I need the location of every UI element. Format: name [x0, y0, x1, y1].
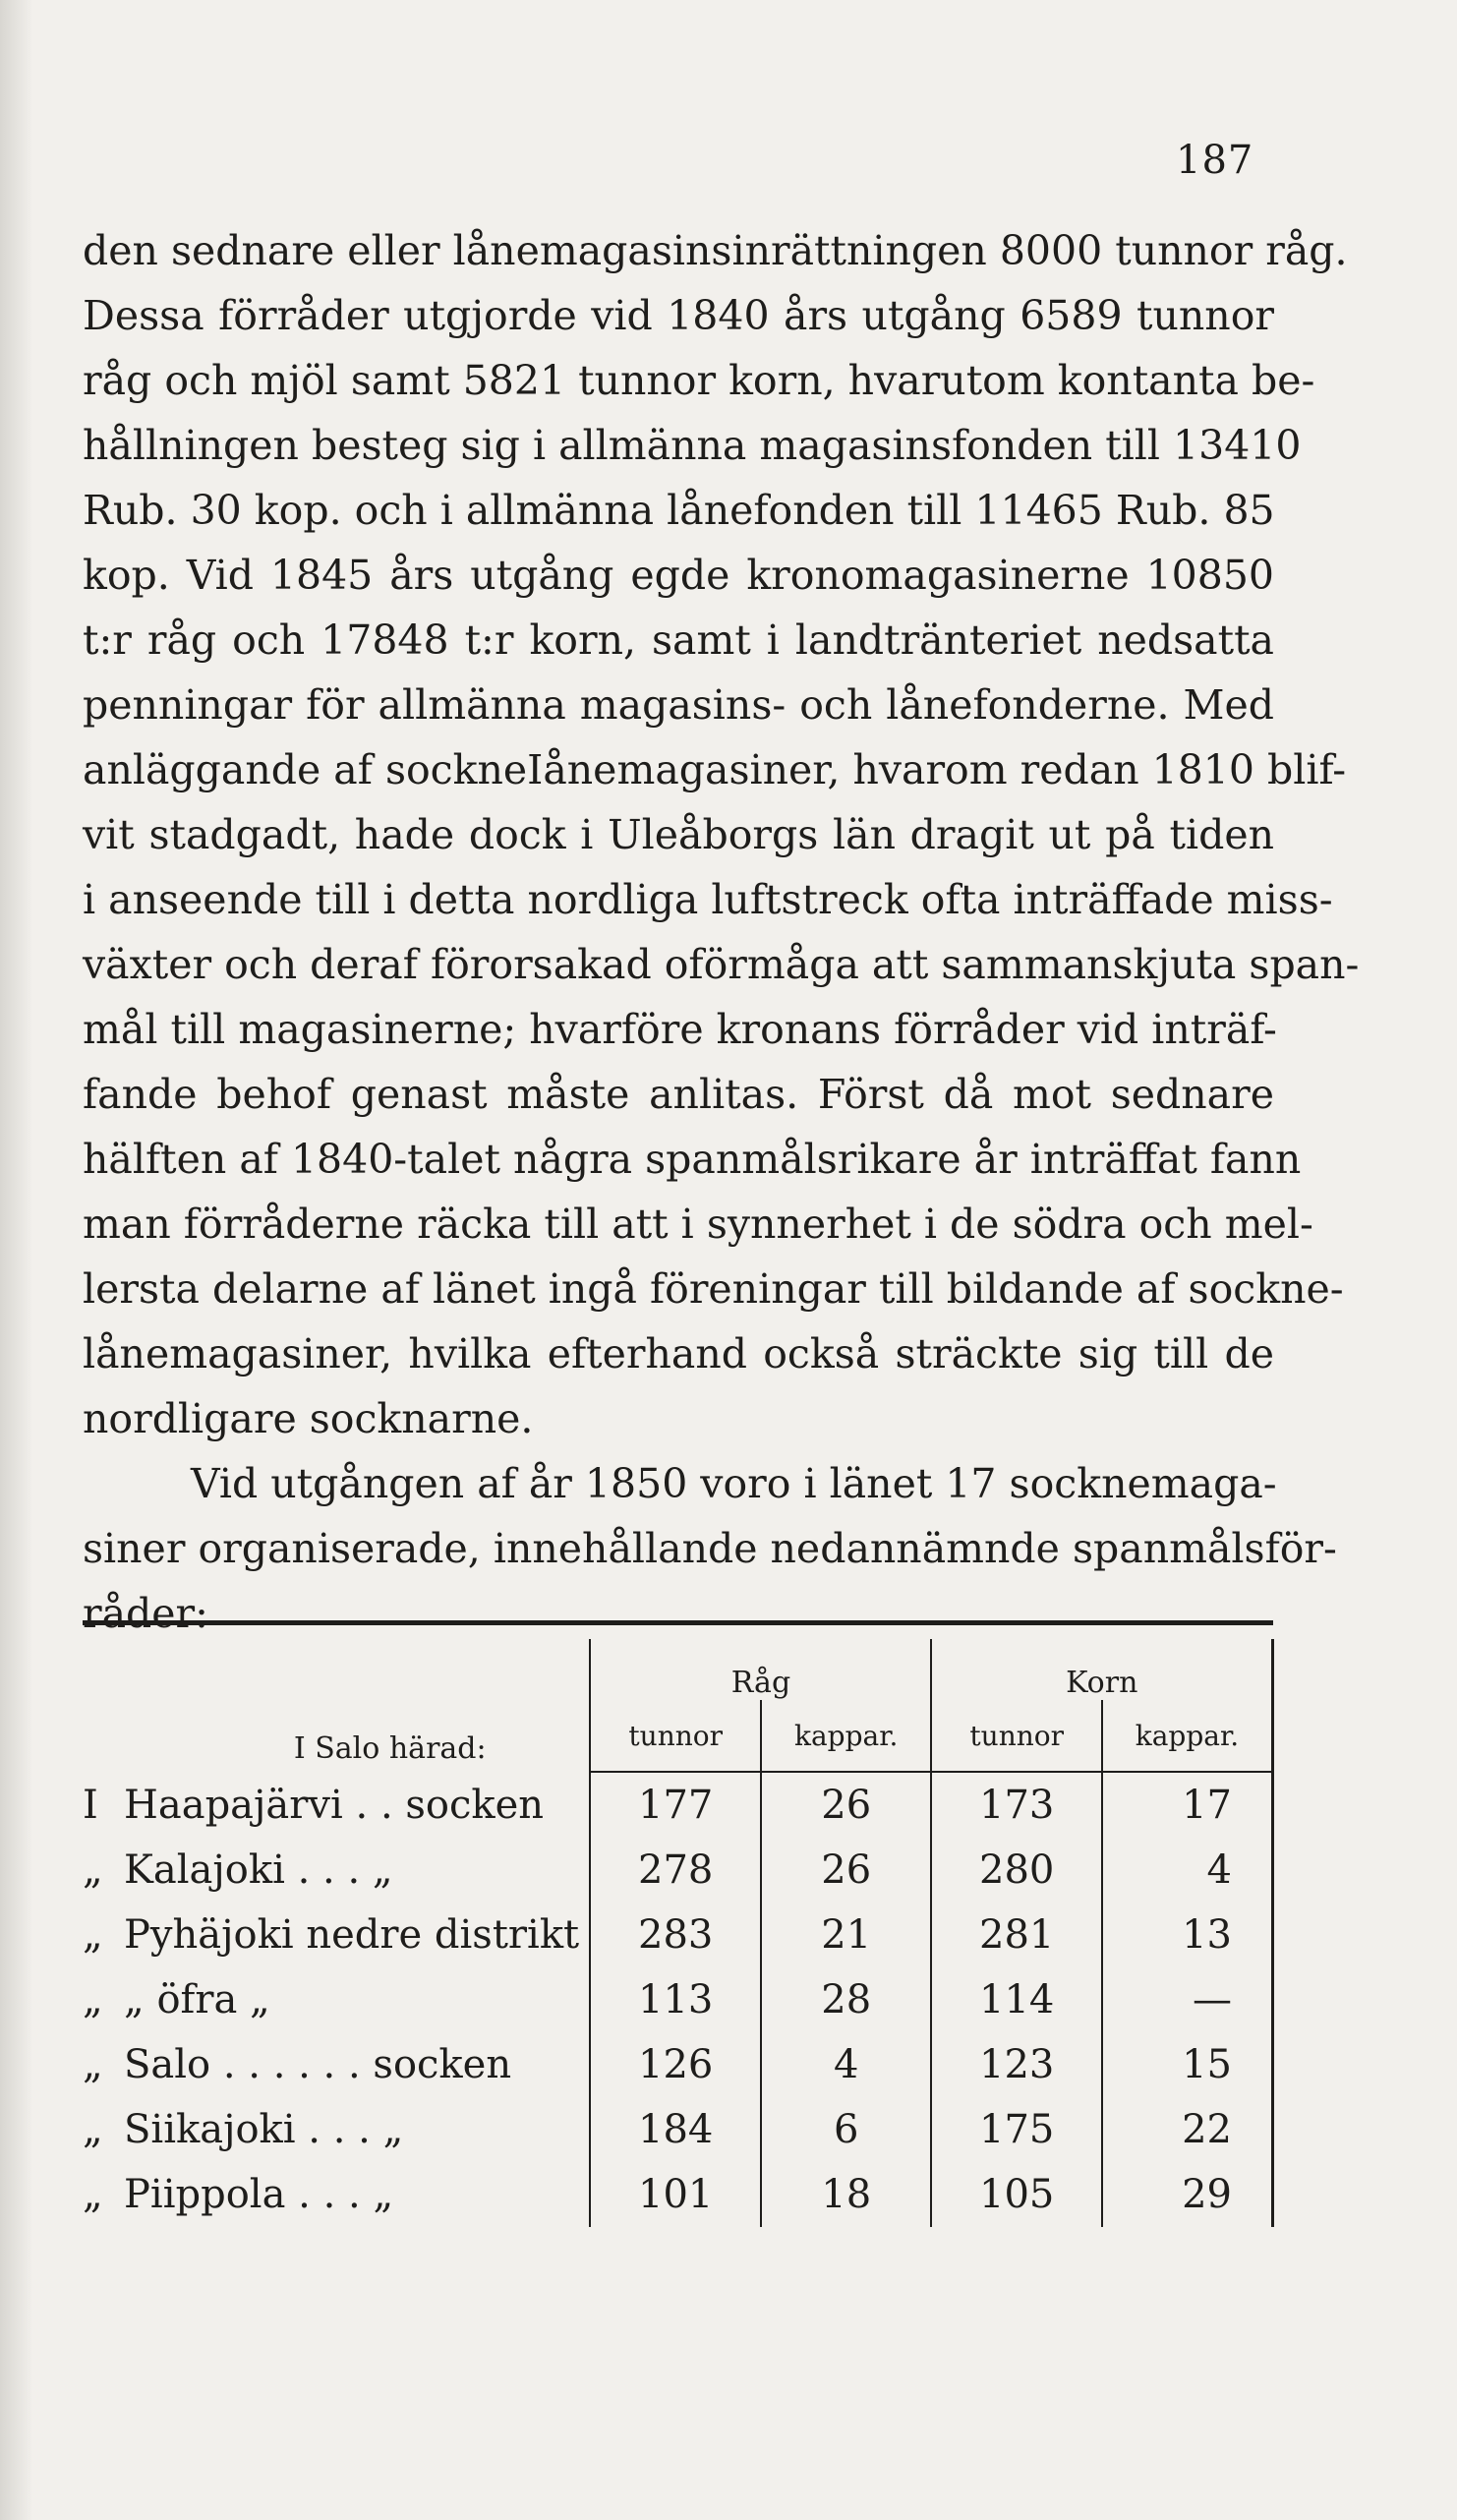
text-line: i anseende till i detta nordliga luftstreck ofta inträffade miss-	[83, 876, 1333, 923]
parish-name: „ öfra „	[124, 1977, 270, 2022]
korn-tunnor-cell: 175	[931, 2097, 1102, 2162]
parish-name: Haapajärvi . . socken	[124, 1782, 545, 1828]
text-line: lånemagasiner, hvilka efterhand också sträckte sig till de	[83, 1330, 1274, 1377]
text-line: hållningen besteg sig i allmänna magasinsfonden till 13410	[83, 422, 1302, 469]
table-row	[83, 2162, 1273, 2227]
table-row	[83, 1967, 1273, 2032]
korn-kappar-cell: 29	[1102, 2162, 1273, 2227]
rag-kappar-header: kappar.	[761, 1700, 932, 1772]
text-line: lersta delarne af länet ingå föreningar till bildande af sockne-	[83, 1265, 1344, 1313]
text-line: vit stadgadt, hade dock i Uleåborgs län dragit ut på tiden	[83, 811, 1274, 858]
korn-kappar-cell: 15	[1102, 2032, 1273, 2097]
text-line: siner organiserade, innehållande nedannämnde spanmålsför-	[83, 1525, 1337, 1572]
korn-kappar-cell: 4	[1102, 1838, 1273, 1903]
text-line: Dessa förråder utgjorde vid 1840 års utgång 6589 tunnor	[83, 292, 1274, 339]
korn-tunnor-cell: 105	[931, 2162, 1102, 2227]
rag-tunnor-cell: 101	[590, 2162, 761, 2227]
rag-tunnor-cell: 283	[590, 1903, 761, 1967]
rag-tunnor-cell: 177	[590, 1772, 761, 1838]
parish-cell	[83, 1967, 590, 2032]
table-row	[83, 1838, 1273, 1903]
row-marker: „	[83, 2042, 103, 2087]
page-edge-shadow	[0, 0, 33, 2520]
korn-tunnor-cell: 114	[931, 1967, 1102, 2032]
korn-tunnor-cell: 281	[931, 1903, 1102, 1967]
korn-kappar-header: kappar.	[1102, 1700, 1273, 1772]
parish-cell	[83, 2032, 590, 2097]
row-marker: „	[83, 2172, 103, 2217]
korn-kappar-cell: 13	[1102, 1903, 1273, 1967]
korn-header: Korn	[931, 1639, 1272, 1700]
rag-tunnor-cell: 184	[590, 2097, 761, 2162]
text-line: Rub. 30 kop. och i allmänna lånefonden till 11465 Rub. 85	[83, 487, 1275, 534]
rag-tunnor-cell: 126	[590, 2032, 761, 2097]
text-line: fande behof genast måste anlitas. Först då mot sednare	[83, 1071, 1274, 1118]
text-line: råder:	[83, 1590, 208, 1637]
parish-cell	[83, 2097, 590, 2162]
korn-tunnor-cell: 280	[931, 1838, 1102, 1903]
row-marker: „	[83, 2107, 103, 2152]
rag-kappar-cell: 28	[761, 1967, 932, 2032]
paragraph-first-line: Vid utgången af år 1850 voro i länet 17 socknemaga-	[191, 1460, 1277, 1507]
korn-tunnor-header: tunnor	[931, 1700, 1102, 1772]
korn-kappar-cell: —	[1102, 1967, 1273, 2032]
rag-tunnor-cell: 278	[590, 1838, 761, 1903]
text-line: t:r råg och 17848 t:r korn, samt i landtränteriet nedsatta	[83, 616, 1274, 664]
table-top-rule	[83, 1623, 1273, 1640]
body-text	[83, 218, 1360, 1646]
parish-cell	[83, 1838, 590, 1903]
text-line: man förråderne räcka till att i synnerhet i de södra och mel-	[83, 1201, 1313, 1248]
korn-kappar-cell: 17	[1102, 1772, 1273, 1838]
rag-tunnor-cell: 113	[590, 1967, 761, 2032]
row-marker: „	[83, 1977, 103, 2022]
table-row	[83, 2097, 1273, 2162]
parish-cell	[83, 2162, 590, 2227]
text-line: växter och deraf förorsakad oförmåga att sammanskjuta span-	[83, 941, 1360, 988]
row-marker: „	[83, 1912, 103, 1958]
korn-tunnor-cell: 173	[931, 1772, 1102, 1838]
rag-kappar-cell: 4	[761, 2032, 932, 2097]
row-marker: I	[83, 1782, 98, 1828]
parish-name: Kalajoki . . . „	[124, 1847, 393, 1893]
grain-stores-table	[83, 1620, 1274, 2227]
parish-cell	[83, 1903, 590, 1967]
text-line: den sednare eller lånemagasinsinrättningen 8000 tunnor råg.	[83, 227, 1348, 274]
text-line: mål till magasinerne; hvarföre kronans förråder vid inträf-	[83, 1006, 1277, 1053]
table-row	[83, 1903, 1273, 1967]
rag-header: Råg	[590, 1639, 931, 1700]
row-marker: „	[83, 1847, 103, 1893]
parish-cell	[83, 1772, 590, 1838]
table-row	[83, 1772, 1273, 1838]
text-line: kop. Vid 1845 års utgång egde kronomagasinerne 10850	[83, 552, 1274, 599]
rag-kappar-cell: 18	[761, 2162, 932, 2227]
korn-kappar-cell: 22	[1102, 2097, 1273, 2162]
parish-name: Siikajoki . . . „	[124, 2107, 404, 2152]
text-line: råg och mjöl samt 5821 tunnor korn, hvarutom kontanta be-	[83, 357, 1315, 404]
page-number: 187	[1176, 138, 1254, 183]
rag-kappar-cell: 21	[761, 1903, 932, 1967]
text-line: nordligare socknarne.	[83, 1395, 534, 1442]
parish-name: Salo . . . . . . socken	[124, 2042, 512, 2087]
rag-kappar-cell: 26	[761, 1838, 932, 1903]
rag-kappar-cell: 26	[761, 1772, 932, 1838]
rag-kappar-cell: 6	[761, 2097, 932, 2162]
text-line: penningar för allmänna magasins- och lånefonderne. Med	[83, 681, 1274, 729]
text-line: anläggande af sockneIånemagasiner, hvarom redan 1810 blif-	[83, 746, 1347, 793]
group-header-row	[83, 1639, 1273, 1700]
table-row	[83, 2032, 1273, 2097]
text-line: hälften af 1840-talet några spanmålsrikare år inträffat fann	[83, 1136, 1302, 1183]
korn-tunnor-cell: 123	[931, 2032, 1102, 2097]
rag-tunnor-header: tunnor	[590, 1700, 761, 1772]
district-heading: I Salo härad:	[293, 1731, 487, 1766]
parish-name: Piippola . . . „	[124, 2172, 394, 2217]
parish-name: Pyhäjoki nedre distrikt	[124, 1912, 580, 1958]
